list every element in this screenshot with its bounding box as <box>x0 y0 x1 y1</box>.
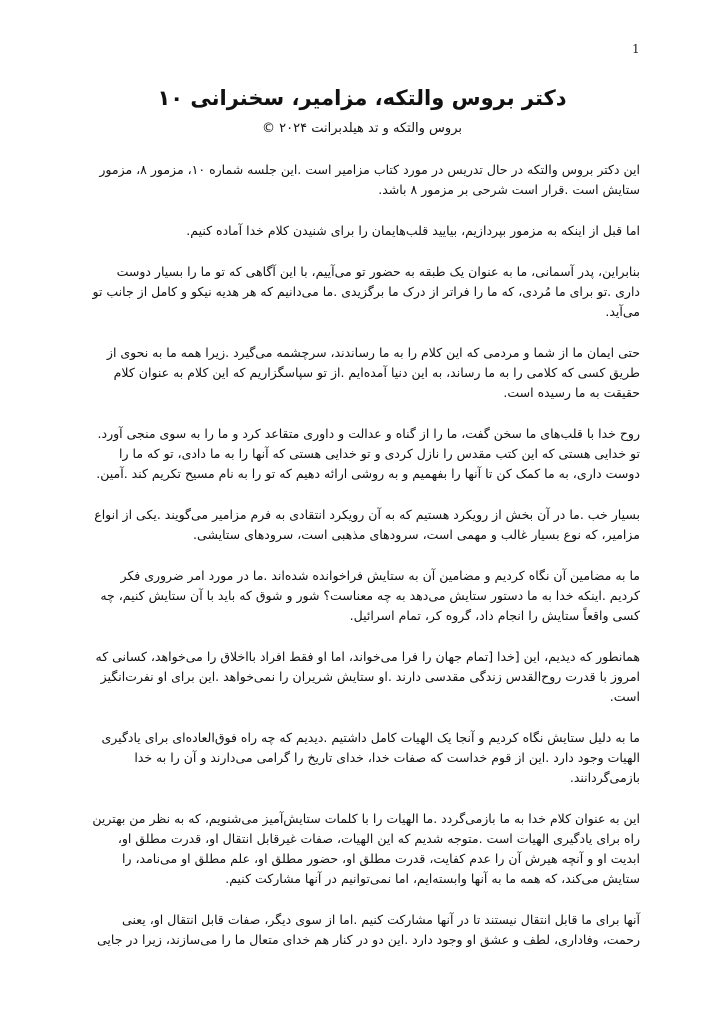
document-title: دکتر بروس والتکه، مزامیر، سخنرانی ۱۰ <box>157 86 567 110</box>
document-body <box>91 160 640 971</box>
paragraph-10: این به عنوان کلام خدا به ما بازمی‌گردد .ما الهیات را با کلمات ستایش‌آمیز می‌شنویم، که به نظر من بهترین راه برای یادگیری الهیات است .متوجه شدیم که این الهیات، صفات غیرقابل انتقال او، قدرت مطلق او، ابدیت او و آنچه هیرش آن را عدم کفایت، قدرت مطلق او، حضور مطلق او، علم مطلق او می‌نامد، را ستایش می‌کند، که همه ما به آنها وابسته‌ایم، اما نمی‌توانیم در آنها مشارکت کنیم. <box>92 811 640 886</box>
page-number: 1 <box>632 42 640 56</box>
paragraph-7: ما به مضامین آن نگاه کردیم و مضامین آن به ستایش فراخوانده شده‌اند .ما در مورد امر ضروری فکر کردیم .اینکه خدا به ما دستور ستایش می‌دهد به چه معناست؟ شور و شوق که باید با آن ستایش کنیم، چه کسی واقعاً ستایش را انجام داد، گروه کر، تمام اسرائیل. <box>100 568 640 623</box>
paragraph-4: حتی ایمان ما از شما و مردمی که این کلام را به ما رساندند، سرچشمه می‌گیرد .زیرا همه ما به نحوی از طریق کسی که کلامی را به ما رساند، به این دنیا آمده‌ایم .از تو سپاسگزاریم که این کلام به عنوان کلام حقیقت به ما رسیده است. <box>106 345 640 400</box>
paragraph-1: این دکتر بروس والتکه در حال تدریس در مورد کتاب مزامیر است .این جلسه شماره ۱۰، مزمور ۸، مزمور ستایش است .قرار است شرحی بر مزمور ۸ باشد. <box>99 162 640 197</box>
paragraph-11: آنها برای ما قابل انتقال نیستند تا در آنها مشارکت کنیم .اما از سوی دیگر، صفات قابل انتقال او، یعنی رحمت، وفاداری، لطف و عشق او وجود دارد .این دو در کنار هم خدای متعال ما را می‌سازند، زیرا در جایی <box>97 912 640 947</box>
paragraph-2: اما قبل از اینکه به مزمور بپردازیم، بیایید قلب‌هایمان را برای شنیدن کلام خدا آماده کنیم. <box>186 223 640 238</box>
document-subtitle: بروس والتکه و تد هیلدبرانت ۲۰۲۴ © <box>261 121 462 136</box>
paragraph-9: ما به دلیل ستایش نگاه کردیم و آنجا یک الهیات کامل داشتیم .دیدیم که چه راه فوق‌العاده‌ای برای یادگیری الهیات وجود دارد .این از قوم خداست که صفات خدا، خدای تاریخ را گرامی می‌دارند و آن را به خدا بازمی‌گردانند. <box>101 730 640 785</box>
paragraph-5: روح خدا با قلب‌های ما سخن گفت، ما را از گناه و عدالت و داوری متقاعد کرد و ما را به سوی منجی آورد. تو خدایی هستی که این کتب مقدس را نازل کردی و تو خدایی هستی که آنها را به ما دادی، تو که ما را دوست داری، به ما کمک کن تا آنها را بفهمیم و به روشی ارائه دهیم که تو را به نام مسیح تکریم کند .آمین. <box>96 426 640 481</box>
paragraph-8: همانطور که دیدیم، این [خدا [تمام جهان را فرا می‌خواند، اما او فقط افراد بااخلاق را می‌خواهد، کسانی که امروز با قدرت روح‌القدس زندگی مقدسی دارند .او ستایش شریران را نمی‌خواهد .این برای او نفرت‌انگیز است. <box>95 649 640 704</box>
paragraph-3: بنابراین، پدر آسمانی، ما به عنوان یک طبقه به حضور تو می‌آییم، با این آگاهی که تو ما را بسیار دوست داری .تو برای ما مُردی، که ما را فراتر از درک ما برگزیدی .ما می‌دانیم که هر هدیه نیکو و کامل از جانب تو می‌آید. <box>92 264 640 319</box>
paragraph-6: بسیار خب .ما در آن بخش از رویکرد هستیم که به آن رویکرد انتقادی به فرم مزامیر می‌گویند .یکی از انواع مزامیر، که نوع بسیار غالب و مهمی است، سرودهای مذهبی است، سرودهای ستایشی. <box>94 507 640 542</box>
